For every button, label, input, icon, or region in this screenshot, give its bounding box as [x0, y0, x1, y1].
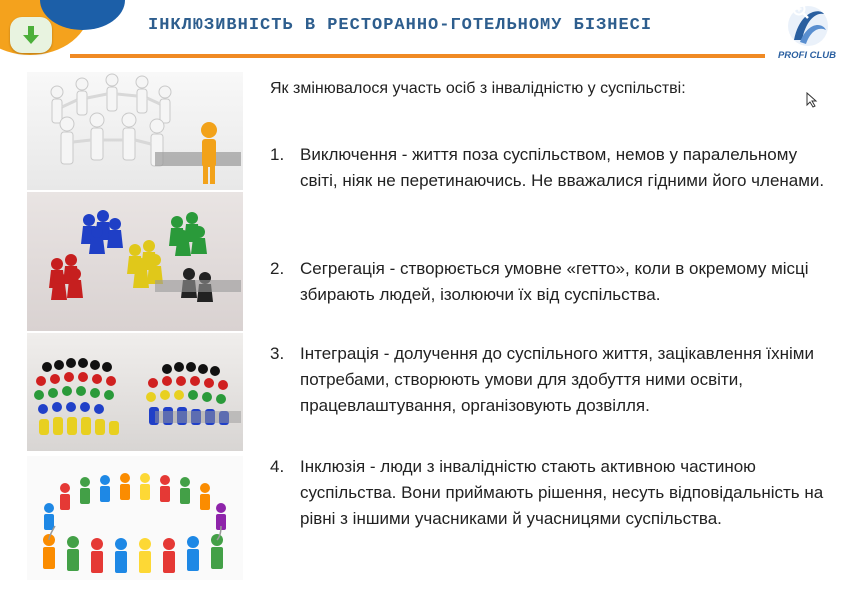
list-item: [270, 256, 835, 308]
inclusion-image: [27, 456, 243, 580]
mouse-cursor-icon: [806, 92, 820, 108]
list-item-text: Виключення - життя поза суспільством, немов у паралельному світі, ніяк не перетинаючись. Не вважалися гідними його членами.: [300, 145, 825, 190]
download-button[interactable]: [10, 17, 52, 53]
arrow-down-icon: [20, 24, 42, 46]
integration-image: [27, 333, 243, 451]
logo-text: PROFI CLUB: [777, 50, 837, 61]
slide-title: ІНКЛЮЗИВНІСТЬ В РЕСТОРАННО-ГОТЕЛЬНОМУ БІЗНЕСІ: [148, 16, 653, 35]
magnify-plus-icon[interactable]: [792, 2, 810, 20]
segregation-image: [27, 192, 243, 331]
list-item: [270, 454, 835, 532]
list-item-number: 1.: [270, 145, 285, 164]
title-underline: [70, 54, 765, 58]
list-item-number: 3.: [270, 344, 285, 363]
list-item-number: 4.: [270, 457, 285, 476]
list-item-text: Інклюзія - люди з інвалідністю стають активною частиною суспільства. Вони приймають рішення, несуть відповідальність на рівні з іншими учасниками й учасницями суспільства.: [300, 457, 824, 528]
list-item: [270, 142, 835, 194]
list-item-text: Сегрегація - створюється умовне «гетто», коли в окремому місці збирають людей, ізолюючи їх від суспільства.: [300, 259, 809, 304]
list-item-text: Інтеграція - долучення до суспільного життя, зацікавлення їхніми потребами, створюють умови для здобуття ними освіти, працевлаштування, організовують дозвілля.: [300, 344, 814, 415]
exclusion-image: [27, 72, 243, 190]
list-item-number: 2.: [270, 259, 285, 278]
intro-text: Як змінювалося участь осіб з інвалідністю у суспільстві:: [270, 80, 686, 97]
list-item: [270, 341, 835, 419]
